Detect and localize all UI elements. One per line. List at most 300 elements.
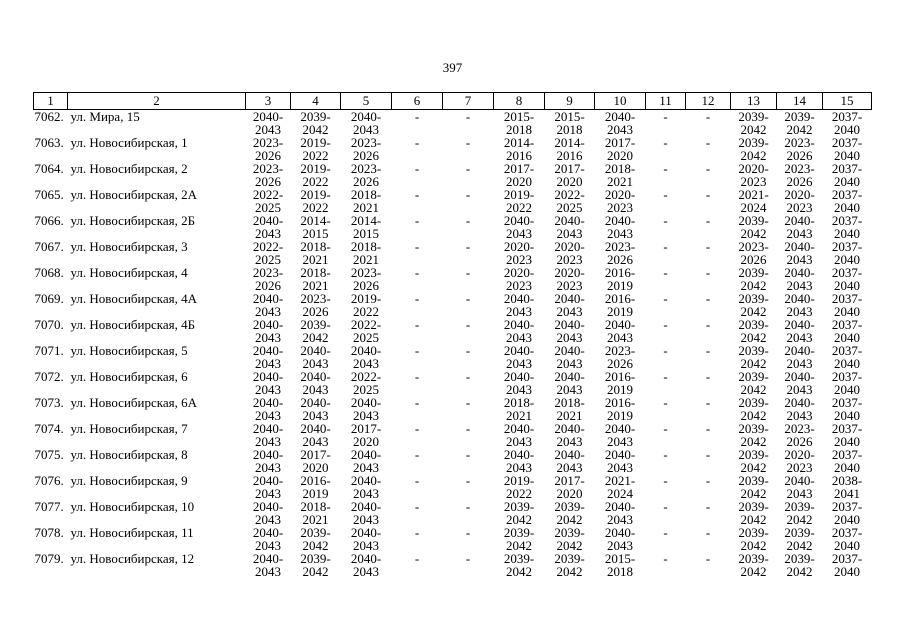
table-row <box>34 162 872 188</box>
row-cell <box>246 370 291 396</box>
row-cell <box>494 448 545 474</box>
cell-value: - <box>465 214 471 228</box>
cell-value: 2039-2042 <box>554 552 585 578</box>
cell-value: 2040-2043 <box>503 422 535 448</box>
row-cell <box>731 422 777 448</box>
row-cell <box>823 396 872 422</box>
cell-value: - <box>465 162 471 176</box>
cell-value: 2037-2040 <box>831 240 863 266</box>
cell-value: 2040-2043 <box>784 370 815 396</box>
row-number: 7062. <box>34 109 64 124</box>
table-row <box>34 370 872 396</box>
row-cell <box>392 318 443 344</box>
row-cell <box>646 214 686 240</box>
cell-value: 2039-2042 <box>738 448 769 474</box>
row-cell <box>595 162 646 188</box>
cell-value: 2018-2021 <box>350 188 382 214</box>
cell-value: 2040-2043 <box>252 396 284 422</box>
row-cell <box>443 448 494 474</box>
cell-value: 2040-2043 <box>252 344 284 370</box>
cell-value: 2017-2020 <box>554 474 585 500</box>
cell-value: 2022-2025 <box>554 188 585 214</box>
row-cell <box>646 422 686 448</box>
cell-value: 2040-2043 <box>554 448 585 474</box>
row-cell <box>823 344 872 370</box>
cell-value: - <box>663 344 668 358</box>
row-cell <box>392 110 443 137</box>
row-cell <box>291 526 341 552</box>
row-cell <box>646 448 686 474</box>
table-row <box>34 292 872 318</box>
cell-value: 2039-2042 <box>738 370 769 396</box>
row-cell <box>341 500 392 526</box>
row-cell <box>246 110 291 137</box>
row-address: ул. Новосибирская, 9 <box>70 474 188 488</box>
header-cell: 13 <box>731 93 777 110</box>
row-cell <box>291 162 341 188</box>
cell-value: 2040-2043 <box>503 214 535 240</box>
row-cell <box>823 136 872 162</box>
cell-value: 2019-2022 <box>300 136 331 162</box>
row-number: 7066. <box>34 214 64 228</box>
row-cell <box>392 162 443 188</box>
row-cell <box>341 422 392 448</box>
row-cell <box>291 188 341 214</box>
cell-value: 2018-2021 <box>503 396 535 422</box>
cell-value: 2040-2043 <box>604 526 636 552</box>
row-cell <box>291 240 341 266</box>
row-cell <box>494 552 545 578</box>
row-number: 7064. <box>34 162 64 176</box>
table-row <box>34 474 872 500</box>
cell-value: 2014-2016 <box>554 136 585 162</box>
row-cell <box>731 474 777 500</box>
cell-value: - <box>465 266 471 280</box>
row-cell <box>246 474 291 500</box>
row-address: ул. Мира, 15 <box>70 109 140 124</box>
row-cell <box>443 292 494 318</box>
row-cell <box>246 214 291 240</box>
cell-value: - <box>465 318 471 332</box>
cell-value: 2019-2022 <box>300 162 331 188</box>
cell-value: 2023-2026 <box>252 162 284 188</box>
row-cell <box>777 526 823 552</box>
row-cell <box>291 552 341 578</box>
cell-value: 2040-2043 <box>300 370 331 396</box>
table-row <box>34 188 872 214</box>
cell-value: 2040-2043 <box>350 474 382 500</box>
row-cell <box>291 422 341 448</box>
cell-value: 2039-2042 <box>738 396 769 422</box>
table-row <box>34 110 872 137</box>
header-cell: 15 <box>823 93 872 110</box>
row-cell <box>545 396 595 422</box>
row-cell <box>545 344 595 370</box>
cell-value: 2037-2040 <box>831 109 863 136</box>
row-cell <box>595 136 646 162</box>
row-number: 7074. <box>34 422 64 436</box>
row-cell <box>686 162 731 188</box>
page-number: 397 <box>442 60 463 75</box>
row-cell <box>595 292 646 318</box>
cell-value: 2037-2040 <box>831 214 863 240</box>
row-cell <box>545 110 595 137</box>
row-cell <box>731 552 777 578</box>
row-cell <box>246 500 291 526</box>
cell-value: 2040-2043 <box>554 292 585 318</box>
cell-value: 2040-2043 <box>350 526 382 552</box>
row-address: ул. Новосибирская, 12 <box>70 552 195 566</box>
row-cell <box>595 110 646 137</box>
cell-value: - <box>465 109 471 124</box>
row-cell <box>494 136 545 162</box>
row-cell <box>443 422 494 448</box>
cell-value: - <box>414 214 420 228</box>
cell-value: 2037-2040 <box>831 344 863 370</box>
row-cell <box>291 110 341 137</box>
row-number: 7076. <box>34 474 64 488</box>
cell-value: 2019-2022 <box>300 188 331 214</box>
cell-value: 2040-2043 <box>300 344 331 370</box>
cell-value: - <box>663 292 668 306</box>
cell-value: 2039-2042 <box>738 214 769 240</box>
row-cell <box>291 214 341 240</box>
cell-value: - <box>663 370 668 384</box>
header-cell: 2 <box>68 93 246 110</box>
row-cell <box>595 422 646 448</box>
row-cell <box>777 422 823 448</box>
cell-value: 2040-2043 <box>784 266 815 292</box>
cell-value: 2039-2042 <box>784 500 815 526</box>
cell-value: 2040-2043 <box>350 500 382 526</box>
cell-value: 2020-2023 <box>784 448 815 474</box>
cell-value: 2040-2043 <box>503 370 535 396</box>
row-cell <box>545 266 595 292</box>
row-cell <box>823 474 872 500</box>
cell-value: 2017-2020 <box>350 422 382 448</box>
cell-value: 2040-2043 <box>604 500 636 526</box>
row-cell <box>686 474 731 500</box>
cell-value: 2037-2040 <box>831 292 863 318</box>
row-cell <box>686 552 731 578</box>
row-cell <box>341 110 392 137</box>
cell-value: - <box>663 109 668 124</box>
cell-value: 2040-2043 <box>300 396 331 422</box>
cell-value: - <box>414 292 420 306</box>
cell-value: 2021-2024 <box>604 474 636 500</box>
row-cell <box>443 188 494 214</box>
cell-value: 2015-2018 <box>554 109 585 136</box>
row-cell <box>291 370 341 396</box>
table-body <box>34 110 872 579</box>
row-cell <box>545 448 595 474</box>
header-cell: 1 <box>34 93 68 110</box>
row-number: 7069. <box>34 292 64 306</box>
row-cell <box>595 318 646 344</box>
row-cell <box>494 396 545 422</box>
cell-value: 2040-2043 <box>350 552 382 578</box>
row-cell <box>443 370 494 396</box>
cell-value: 2039-2042 <box>300 318 331 344</box>
cell-value: - <box>465 188 471 202</box>
header-row <box>34 93 872 110</box>
cell-value: 2015-2018 <box>503 109 535 136</box>
cell-value: - <box>705 370 711 384</box>
cell-value: - <box>705 448 711 462</box>
table-row <box>34 396 872 422</box>
cell-value: 2040-2043 <box>503 292 535 318</box>
cell-value: 2040-2043 <box>784 344 815 370</box>
cell-value: 2017-2020 <box>554 162 585 188</box>
row-cell <box>392 422 443 448</box>
cell-value: 2037-2040 <box>831 396 863 422</box>
row-cell <box>341 396 392 422</box>
row-cell <box>392 188 443 214</box>
row-number: 7077. <box>34 500 64 514</box>
cell-value: 2040-2043 <box>300 422 331 448</box>
table-row <box>34 136 872 162</box>
row-cell <box>291 292 341 318</box>
cell-value: 2016-2019 <box>604 396 636 422</box>
cell-value: 2040-2043 <box>604 214 636 240</box>
table-row <box>34 422 872 448</box>
cell-value: 2040-2043 <box>252 526 284 552</box>
row-cell <box>545 526 595 552</box>
cell-value: - <box>465 552 471 566</box>
cell-value: 2039-2042 <box>503 526 535 552</box>
cell-value: 2023-2026 <box>350 266 382 292</box>
cell-value: 2040-2043 <box>604 109 636 136</box>
row-cell <box>731 448 777 474</box>
row-cell <box>392 370 443 396</box>
cell-value: - <box>414 396 420 410</box>
row-cell <box>731 500 777 526</box>
cell-value: 2023-2026 <box>350 162 382 188</box>
cell-value: - <box>465 136 471 150</box>
cell-value: 2039-2042 <box>784 109 815 136</box>
row-cell <box>731 344 777 370</box>
cell-value: - <box>414 344 420 358</box>
cell-value: 2039-2042 <box>738 344 769 370</box>
row-cell <box>443 162 494 188</box>
row-cell <box>341 344 392 370</box>
cell-value: 2023-2026 <box>784 136 815 162</box>
cell-value: - <box>414 109 420 124</box>
cell-value: - <box>705 552 711 566</box>
cell-value: 2040-2043 <box>784 240 815 266</box>
row-cell <box>443 136 494 162</box>
row-cell <box>341 370 392 396</box>
row-cell <box>646 526 686 552</box>
cell-value: - <box>414 266 420 280</box>
cell-value: - <box>705 396 711 410</box>
table-row <box>34 552 872 578</box>
row-cell <box>341 240 392 266</box>
cell-value: 2039-2042 <box>554 500 585 526</box>
row-cell <box>595 188 646 214</box>
cell-value: - <box>465 474 471 488</box>
row-cell <box>777 448 823 474</box>
cell-value: - <box>663 240 668 254</box>
cell-value: 2039-2042 <box>738 526 769 552</box>
row-number: 7073. <box>34 396 64 410</box>
table-row <box>34 344 872 370</box>
cell-value: 2037-2040 <box>831 370 863 396</box>
row-cell <box>686 526 731 552</box>
row-cell <box>646 292 686 318</box>
cell-value: 2040-2043 <box>604 422 636 448</box>
cell-value: 2016-2019 <box>604 292 636 318</box>
row-cell <box>731 110 777 137</box>
row-cell <box>595 344 646 370</box>
cell-value: 2020-2023 <box>503 266 535 292</box>
row-cell <box>823 422 872 448</box>
row-cell <box>545 552 595 578</box>
row-cell <box>686 448 731 474</box>
cell-value: 2039-2042 <box>554 526 585 552</box>
row-cell <box>392 448 443 474</box>
row-cell <box>646 318 686 344</box>
cell-value: 2016-2019 <box>300 474 331 500</box>
cell-value: 2019-2022 <box>503 474 535 500</box>
cell-value: 2039-2042 <box>300 526 331 552</box>
row-number: 7071. <box>34 344 64 358</box>
cell-value: 2039-2042 <box>300 552 331 578</box>
row-cell <box>595 370 646 396</box>
row-cell <box>494 240 545 266</box>
cell-value: 2022-2025 <box>350 370 382 396</box>
header-cell: 4 <box>291 93 341 110</box>
row-cell <box>443 552 494 578</box>
cell-value: - <box>663 318 668 332</box>
row-cell <box>686 136 731 162</box>
cell-value: - <box>414 370 420 384</box>
row-cell <box>291 266 341 292</box>
table-row <box>34 214 872 240</box>
row-cell <box>341 448 392 474</box>
cell-value: 2040-2043 <box>503 448 535 474</box>
row-cell <box>494 162 545 188</box>
row-number: 7067. <box>34 240 64 254</box>
row-cell <box>494 500 545 526</box>
cell-value: - <box>705 266 711 280</box>
row-cell <box>646 474 686 500</box>
cell-value: 2018-2021 <box>554 396 585 422</box>
row-cell <box>823 214 872 240</box>
row-cell <box>443 214 494 240</box>
cell-value: - <box>705 109 711 124</box>
cell-value: - <box>465 344 471 358</box>
cell-value: 2020-2023 <box>503 240 535 266</box>
cell-value: 2023-2026 <box>300 292 331 318</box>
cell-value: 2040-2043 <box>784 292 815 318</box>
row-cell <box>494 266 545 292</box>
row-cell <box>443 500 494 526</box>
row-cell <box>777 110 823 137</box>
row-cell <box>646 240 686 266</box>
row-cell <box>686 214 731 240</box>
cell-value: 2018-2021 <box>604 162 636 188</box>
row-cell <box>731 396 777 422</box>
cell-value: 2040-2043 <box>252 500 284 526</box>
row-cell <box>595 214 646 240</box>
row-cell <box>686 422 731 448</box>
row-cell <box>731 162 777 188</box>
row-cell <box>646 188 686 214</box>
cell-value: 2020-2023 <box>554 266 585 292</box>
cell-value: 2040-2043 <box>503 318 535 344</box>
row-cell <box>686 240 731 266</box>
row-cell <box>246 448 291 474</box>
cell-value: - <box>465 448 471 462</box>
cell-value: - <box>705 474 711 488</box>
header-cell: 12 <box>686 93 731 110</box>
row-cell <box>646 110 686 137</box>
row-cell <box>392 240 443 266</box>
row-address: ул. Новосибирская, 4А <box>70 292 198 306</box>
cell-value: 2040-2043 <box>604 448 636 474</box>
cell-value: 2018-2021 <box>300 266 331 292</box>
cell-value: - <box>705 344 711 358</box>
row-cell <box>823 292 872 318</box>
cell-value: 2037-2040 <box>831 448 863 474</box>
cell-value: 2037-2040 <box>831 526 863 552</box>
cell-value: - <box>414 240 420 254</box>
cell-value: 2019-2022 <box>350 292 382 318</box>
cell-value: - <box>663 422 668 436</box>
header-cell: 6 <box>392 93 443 110</box>
row-cell <box>443 474 494 500</box>
header-cell: 10 <box>595 93 646 110</box>
row-cell <box>823 552 872 578</box>
cell-value: - <box>663 448 668 462</box>
table-row <box>34 526 872 552</box>
row-address: ул. Новосибирская, 2 <box>70 162 188 176</box>
row-cell <box>341 188 392 214</box>
row-cell <box>494 370 545 396</box>
header-cell: 3 <box>246 93 291 110</box>
cell-value: 2040-2043 <box>784 396 815 422</box>
row-cell <box>686 396 731 422</box>
header-cell: 14 <box>777 93 823 110</box>
cell-value: 2040-2043 <box>252 109 284 136</box>
cell-value: - <box>705 318 711 332</box>
cell-value: 2019-2022 <box>503 188 535 214</box>
row-cell <box>341 474 392 500</box>
cell-value: - <box>465 240 471 254</box>
row-cell <box>443 526 494 552</box>
cell-value: - <box>705 526 711 540</box>
row-cell <box>777 318 823 344</box>
row-cell <box>731 188 777 214</box>
cell-value: 2040-2043 <box>350 109 382 136</box>
cell-value: 2040-2043 <box>554 370 585 396</box>
cell-value: - <box>414 188 420 202</box>
cell-value: 2039-2042 <box>738 136 769 162</box>
row-cell <box>777 240 823 266</box>
row-cell <box>686 188 731 214</box>
cell-value: 2023-2026 <box>604 344 636 370</box>
cell-value: - <box>414 136 420 150</box>
row-cell <box>595 526 646 552</box>
cell-value: - <box>414 422 420 436</box>
row-cell <box>341 318 392 344</box>
row-address: ул. Новосибирская, 7 <box>70 422 188 436</box>
cell-value: - <box>414 448 420 462</box>
cell-value: 2040-2043 <box>604 318 636 344</box>
row-cell <box>646 500 686 526</box>
row-cell <box>595 396 646 422</box>
